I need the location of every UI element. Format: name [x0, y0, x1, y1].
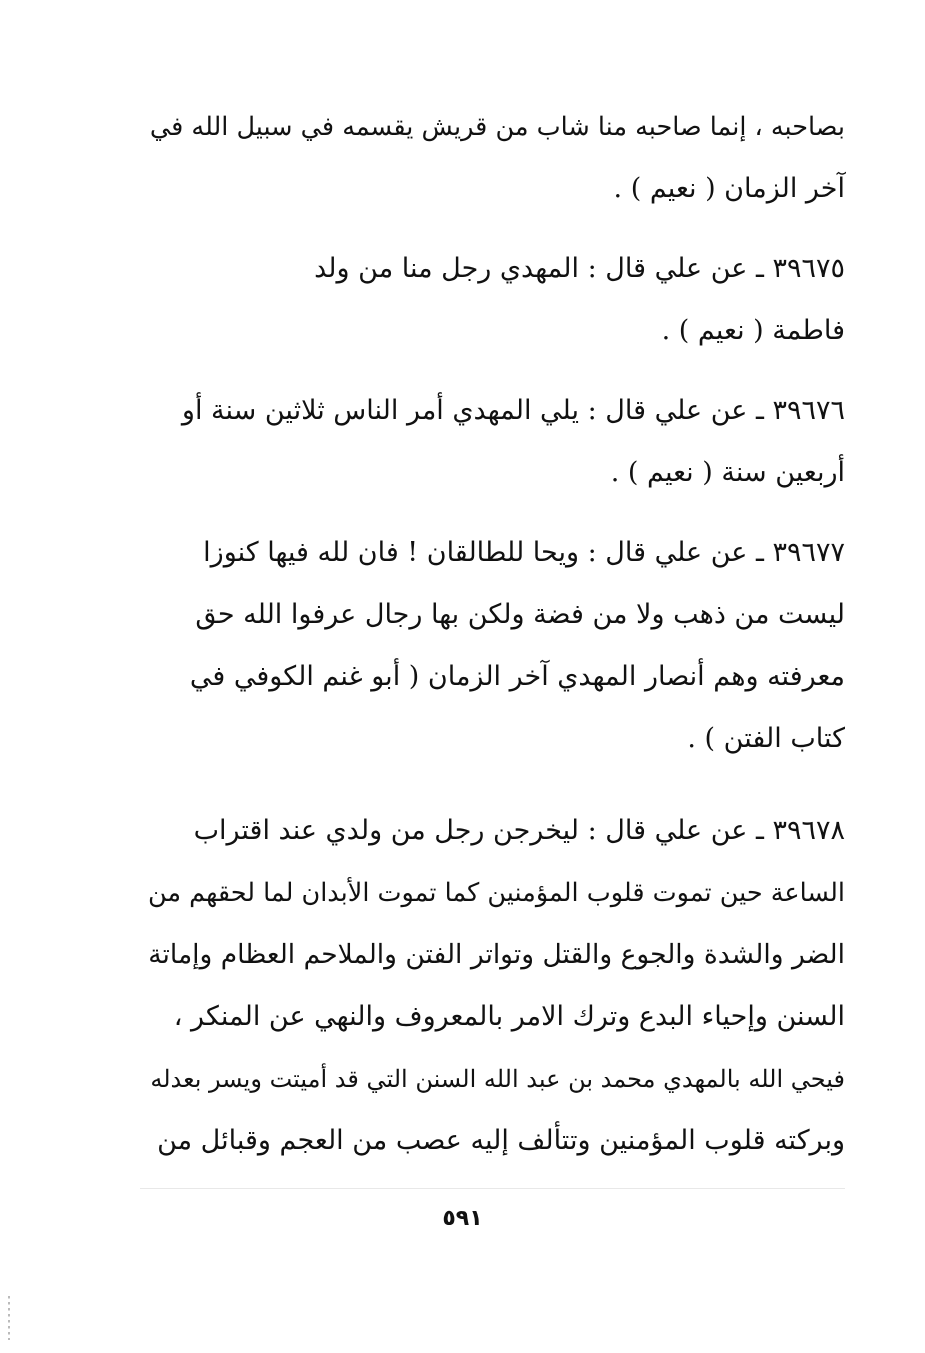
hadith-39676: [140, 380, 845, 504]
text-line: ٣٩٦٧٥ ـ عن علي قال : المهدي رجل منا من ولد: [314, 253, 845, 284]
hadith-39675: [140, 238, 845, 362]
footer-divider: [140, 1188, 845, 1189]
text-line: الضر والشدة والجوع والقتل وتواتر الفتن والملاحم العظام وإماتة: [148, 939, 845, 970]
text-line: ٣٩٦٧٧ ـ عن علي قال : ويحا للطالقان ! فان لله فيها كنوزا: [203, 537, 845, 568]
text-line: ٣٩٦٧٦ ـ عن علي قال : يلي المهدي أمر الناس ثلاثين سنة أو: [181, 395, 845, 426]
scan-margin-dots: [8, 1296, 10, 1340]
text-line: الساعة حين تموت قلوب المؤمنين كما تموت الأبدان لما لحقهم من: [147, 878, 845, 908]
text-line: ٣٩٦٧٨ ـ عن علي قال : ليخرجن رجل من ولدي عند اقتراب: [193, 815, 845, 846]
page-number: ٥٩١: [442, 1206, 483, 1231]
text-line: فاطمة ( نعيم ) .: [661, 315, 845, 346]
text-line: وبركته قلوب المؤمنين وتتألف إليه عصب من العجم وقبائل من: [157, 1125, 845, 1156]
hadith-39677: [140, 522, 845, 770]
paragraph-continuation: [140, 96, 845, 220]
text-line: آخر الزمان ( نعيم ) .: [613, 173, 845, 204]
text-line: كتاب الفتن ) .: [687, 723, 845, 754]
text-line: معرفته وهم أنصار المهدي آخر الزمان ( أبو غنم الكوفي في: [189, 661, 845, 692]
text-line: بصاحبه ، إنما صاحبه منا شاب من قريش يقسمه في سبيل الله في: [149, 112, 845, 142]
text-line: أربعين سنة ( نعيم ) .: [610, 457, 845, 488]
hadith-39678: [140, 800, 845, 1172]
text-line: ليست من ذهب ولا من فضة ولكن بها رجال عرفوا الله حق: [195, 599, 845, 630]
text-line: السنن وإحياء البدع وترك الامر بالمعروف والنهي عن المنكر ،: [173, 1001, 845, 1032]
text-line: فيحي الله بالمهدي محمد بن عبد الله السنن التي قد أميتت ويسر بعدله: [150, 1065, 845, 1093]
